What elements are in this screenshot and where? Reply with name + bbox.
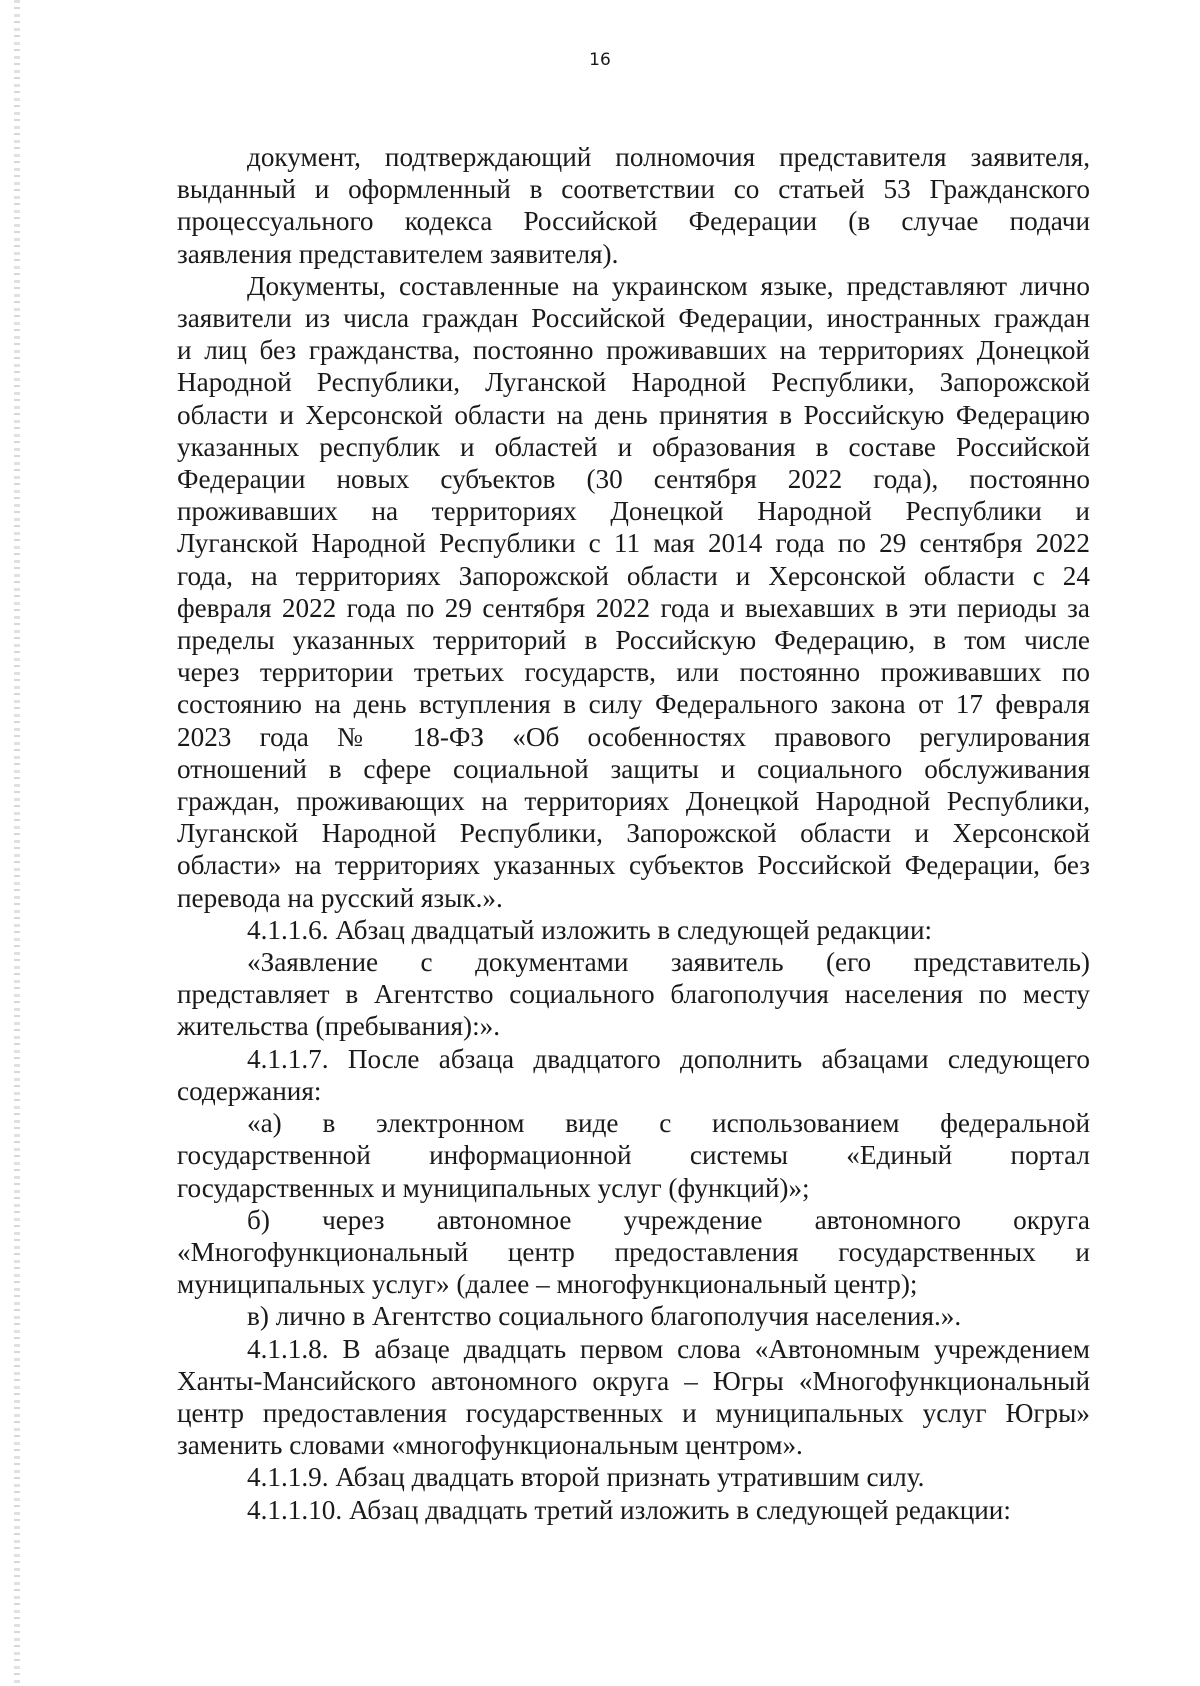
page-number: 16: [589, 50, 611, 70]
text-line: заменить словами «многофункциональным центром».: [177, 1430, 803, 1461]
text-line: центр предоставления государственных и муниципальных услуг Югры»: [177, 1397, 1090, 1428]
text-line: 2023 года № 18-ФЗ «Об особенностях правового регулирования: [177, 721, 1090, 752]
scan-edge-artifact: [14, 0, 20, 1686]
text-line: заявления представителем заявителя).: [177, 238, 619, 269]
text-line: муниципальных услуг» (далее – многофункциональный центр);: [177, 1269, 918, 1300]
text-line: Ханты-Мансийского автономного округа – Югры «Многофункциональный: [177, 1365, 1090, 1396]
text-line: «Заявление с документами заявитель (его представитель): [247, 947, 1090, 978]
text-line: 4.1.1.7. После абзаца двадцатого дополнить абзацами следующего: [247, 1043, 1090, 1074]
text-line: «а) в электронном виде с использованием федеральной: [247, 1108, 1090, 1139]
text-line: года, на территориях Запорожской области и Херсонской области с 24: [177, 560, 1090, 591]
text-line: отношений в сфере социальной защиты и социального обслуживания: [177, 753, 1090, 784]
text-line: Луганской Народной Республики с 11 мая 2014 года по 29 сентября 2022: [177, 528, 1090, 559]
body-text: [177, 141, 1090, 1526]
text-line: 4.1.1.6. Абзац двадцатый изложить в следующей редакции:: [247, 914, 933, 945]
text-line: государственных и муниципальных услуг (функций)»;: [177, 1172, 810, 1203]
text-line: области» на территориях указанных субъектов Российской Федерации, без: [177, 850, 1090, 881]
text-line: заявители из числа граждан Российской Федерации, иностранных граждан: [177, 303, 1090, 334]
text-line: граждан, проживающих на территориях Донецкой Народной Республики,: [177, 786, 1090, 817]
text-line: представляет в Агентство социального благополучия населения по месту: [177, 979, 1090, 1010]
text-line: Федерации новых субъектов (30 сентября 2022 года), постоянно: [177, 464, 1090, 495]
text-line: документ, подтверждающий полномочия представителя заявителя,: [247, 142, 1090, 172]
text-line: через территории третьих государств, или постоянно проживавших по: [177, 657, 1090, 688]
text-line: февраля 2022 года по 29 сентября 2022 года и выехавших в эти периоды за: [177, 592, 1090, 623]
text-line: процессуального кодекса Российской Федерации (в случае подачи: [177, 206, 1090, 237]
text-line: в) лично в Агентство социального благополучия населения.».: [247, 1301, 962, 1332]
text-line: области и Херсонской области на день принятия в Российскую Федерацию: [177, 399, 1090, 430]
text-line: б) через автономное учреждение автономного округа: [247, 1204, 1090, 1235]
text-line: Документы, составленные на украинском языке, представляют лично: [247, 270, 1090, 301]
text-line: выданный и оформленный в соответствии со статьей 53 Гражданского: [177, 174, 1090, 205]
text-line: содержания:: [177, 1075, 322, 1106]
text-line: 4.1.1.8. В абзаце двадцать первом слова «Автономным учреждением: [247, 1333, 1090, 1364]
text-line: «Многофункциональный центр предоставления государственных и: [177, 1236, 1090, 1267]
text-line: 4.1.1.9. Абзац двадцать второй признать утратившим силу.: [247, 1462, 925, 1493]
text-line: состоянию на день вступления в силу Федерального закона от 17 февраля: [177, 689, 1090, 720]
text-line: перевода на русский язык.».: [177, 882, 503, 913]
text-line: проживавших на территориях Донецкой Народной Республики и: [177, 496, 1090, 527]
text-line: 4.1.1.10. Абзац двадцать третий изложить в следующей редакции:: [247, 1494, 1011, 1525]
text-line: Луганской Народной Республики, Запорожской области и Херсонской: [177, 818, 1090, 849]
text-line: указанных республик и областей и образования в составе Российской: [177, 431, 1090, 462]
text-line: жительства (пребывания):».: [177, 1011, 501, 1042]
text-line: Народной Республики, Луганской Народной Республики, Запорожской: [177, 367, 1090, 398]
text-line: государственной информационной системы «Единый портал: [177, 1140, 1090, 1171]
text-line: и лиц без гражданства, постоянно проживавших на территориях Донецкой: [177, 335, 1090, 366]
text-line: пределы указанных территорий в Российскую Федерацию, в том числе: [177, 625, 1090, 656]
